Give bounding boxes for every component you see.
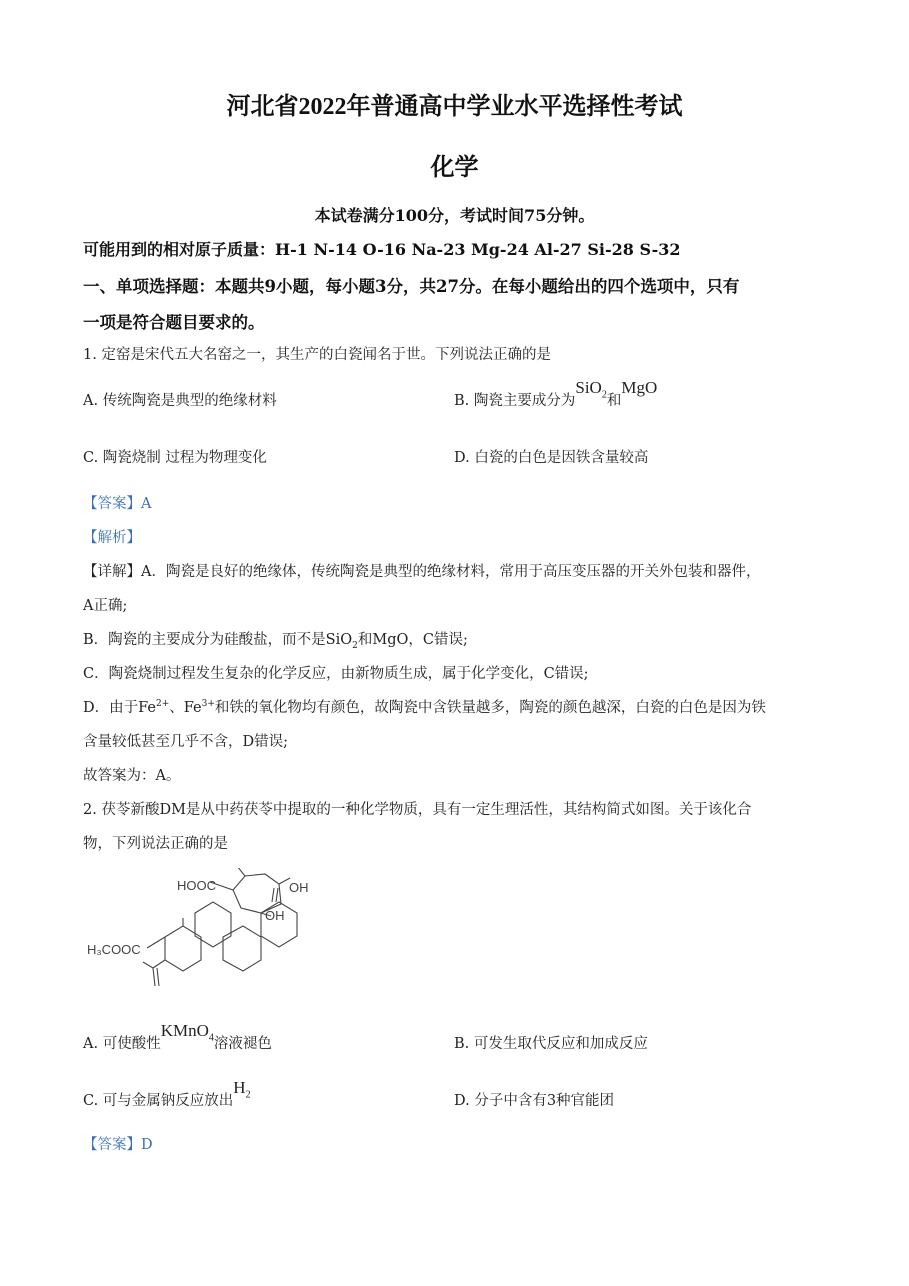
exam-info: 本试卷满分100分，考试时间75分钟。	[314, 206, 595, 225]
q1-detail-3: B．陶瓷的主要成分为硅酸盐，而不是SiO$_2$和MgO，C错误;	[83, 632, 468, 651]
kmno4-formula: KMnO$_4$	[160, 1021, 214, 1044]
section-heading-line1: 一、单项选择题：本题共9小题，每小题3分，共27分。在每小题给出的四个选项中，只有	[83, 277, 740, 296]
struct-ester-label: H₃COOC	[87, 942, 141, 957]
molecule-structure	[85, 868, 325, 993]
q1-option-b: B. 陶瓷主要成分为SiO$_2$和MgO	[454, 378, 658, 409]
struct-oh-label-2: OH	[265, 908, 285, 923]
sio2-formula: SiO$_2$	[575, 378, 607, 401]
q2-option-c: C. 可与金属钠反应放出$H_2$	[83, 1078, 251, 1109]
h2-formula: $H_2$	[233, 1078, 251, 1101]
q1-option-c: C. 陶瓷烧制 过程为物理变化	[83, 450, 267, 466]
q1-stem: 1. 定窑是宋代五大名窑之一，其生产的白瓷闻名于世。下列说法正确的是	[83, 347, 551, 363]
q1-detail-7: 故答案为：A。	[83, 768, 181, 784]
q2-option-d: D. 分子中含有3种官能团	[454, 1093, 615, 1109]
q1-answer: 【答案】A	[83, 496, 152, 512]
section-heading-line2: 一项是符合题目要求的。	[83, 313, 265, 332]
q1-analysis-label: 【解析】	[83, 530, 141, 546]
subject-title: 化学	[430, 155, 479, 181]
atomic-mass-line: 可能用到的相对原子质量：H-1 N-14 O-16 Na-23 Mg-24 Al-27 Si-28 S-32	[83, 240, 681, 259]
q1-detail-5: D．由于$Fe^{2+}$、$Fe^{3+}$和铁的氧化物均有颜色，故陶瓷中含铁量越多，陶瓷的颜色越深，白瓷的白色是因为铁	[83, 699, 766, 716]
q2-answer: 【答案】D	[83, 1137, 153, 1153]
struct-hooc-label: HOOC	[177, 878, 216, 893]
q2-stem-line1: 2. 茯苓新酸DM是从中药茯苓中提取的一种化学物质，具有一定生理活性，其结构简式如图。关于该化合	[83, 802, 752, 818]
q1-option-d: D. 白瓷的白色是因铁含量较高	[454, 450, 649, 466]
mgo-formula: MgO	[621, 378, 658, 397]
q1-option-a: A. 传统陶瓷是典型的绝缘材料	[83, 393, 277, 409]
q1-detail-4: C．陶瓷烧制过程发生复杂的化学反应，由新物质生成，属于化学变化，C错误;	[83, 666, 589, 682]
q2-stem-line2: 物，下列说法正确的是	[83, 836, 228, 852]
q2-option-b: B. 可发生取代反应和加成反应	[454, 1036, 648, 1052]
q1-detail-1: 【详解】A．陶瓷是良好的绝缘体，传统陶瓷是典型的绝缘材料，常用于高压变压器的开关外包装和器件，	[83, 564, 761, 580]
exam-title: 河北省2022年普通高中学业水平选择性考试	[226, 94, 683, 120]
struct-oh-label-1: OH	[289, 880, 309, 895]
q1-detail-2: A正确;	[83, 598, 128, 614]
q2-option-a: A. 可使酸性KMnO$_4$溶液褪色	[83, 1021, 272, 1052]
q1-detail-6: 含量较低甚至几乎不含，D错误;	[83, 734, 289, 750]
